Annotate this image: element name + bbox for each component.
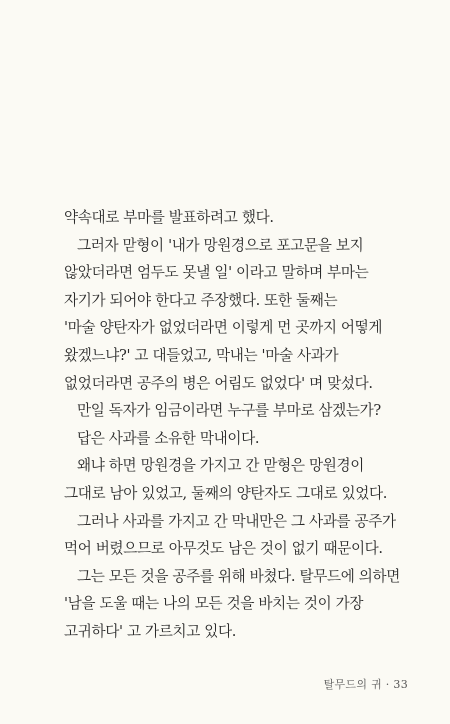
text-line: 없었더라면 공주의 병은 어림도 없었다' 며 맞섰다. [64,374,373,392]
text-line: 만일 독자가 임금이라면 누구를 부마로 삼겠는가? [77,402,381,420]
text-line: 그러나 사과를 가지고 간 막내만은 그 사과를 공주가 [77,512,396,530]
text-line: '남을 도울 때는 나의 모든 것을 바치는 것이 가장 [64,595,364,613]
text-line: 고귀하다' 고 가르치고 있다. [64,622,237,640]
body-text [64,204,404,646]
text-line: 않았더라면 엄두도 못낼 일' 이라고 말하며 부마는 [64,264,369,282]
text-line: 왜냐 하면 망원경을 가지고 간 맏형은 망원경이 [77,457,364,475]
text-line: 그러자 맏형이 '내가 망원경으로 포고문을 보지 [77,236,364,254]
text-line: 그는 모든 것을 공주를 위해 바쳤다. 탈무드에 의하면 [77,567,401,585]
page-number-footer: 탈무드의 귀 · 33 [323,678,408,691]
text-line: 먹어 버렸으므로 아무것도 남은 것이 없기 때문이다. [64,540,383,558]
text-line: 그대로 남아 있었고, 둘째의 양탄자도 그대로 있었다. [64,484,388,502]
text-line: 왔겠느냐?' 고 대들었고, 막내는 '마술 사과가 [64,346,339,364]
text-line: 약속대로 부마를 발표하려고 했다. [64,209,274,226]
text-line: 자기가 되어야 한다고 주장했다. 또한 둘째는 [64,291,338,309]
text-line: 답은 사과를 소유한 막내이다. [77,429,260,447]
text-line: '마술 양탄자가 없었더라면 이렇게 먼 곳까지 어떻게 [64,319,383,337]
